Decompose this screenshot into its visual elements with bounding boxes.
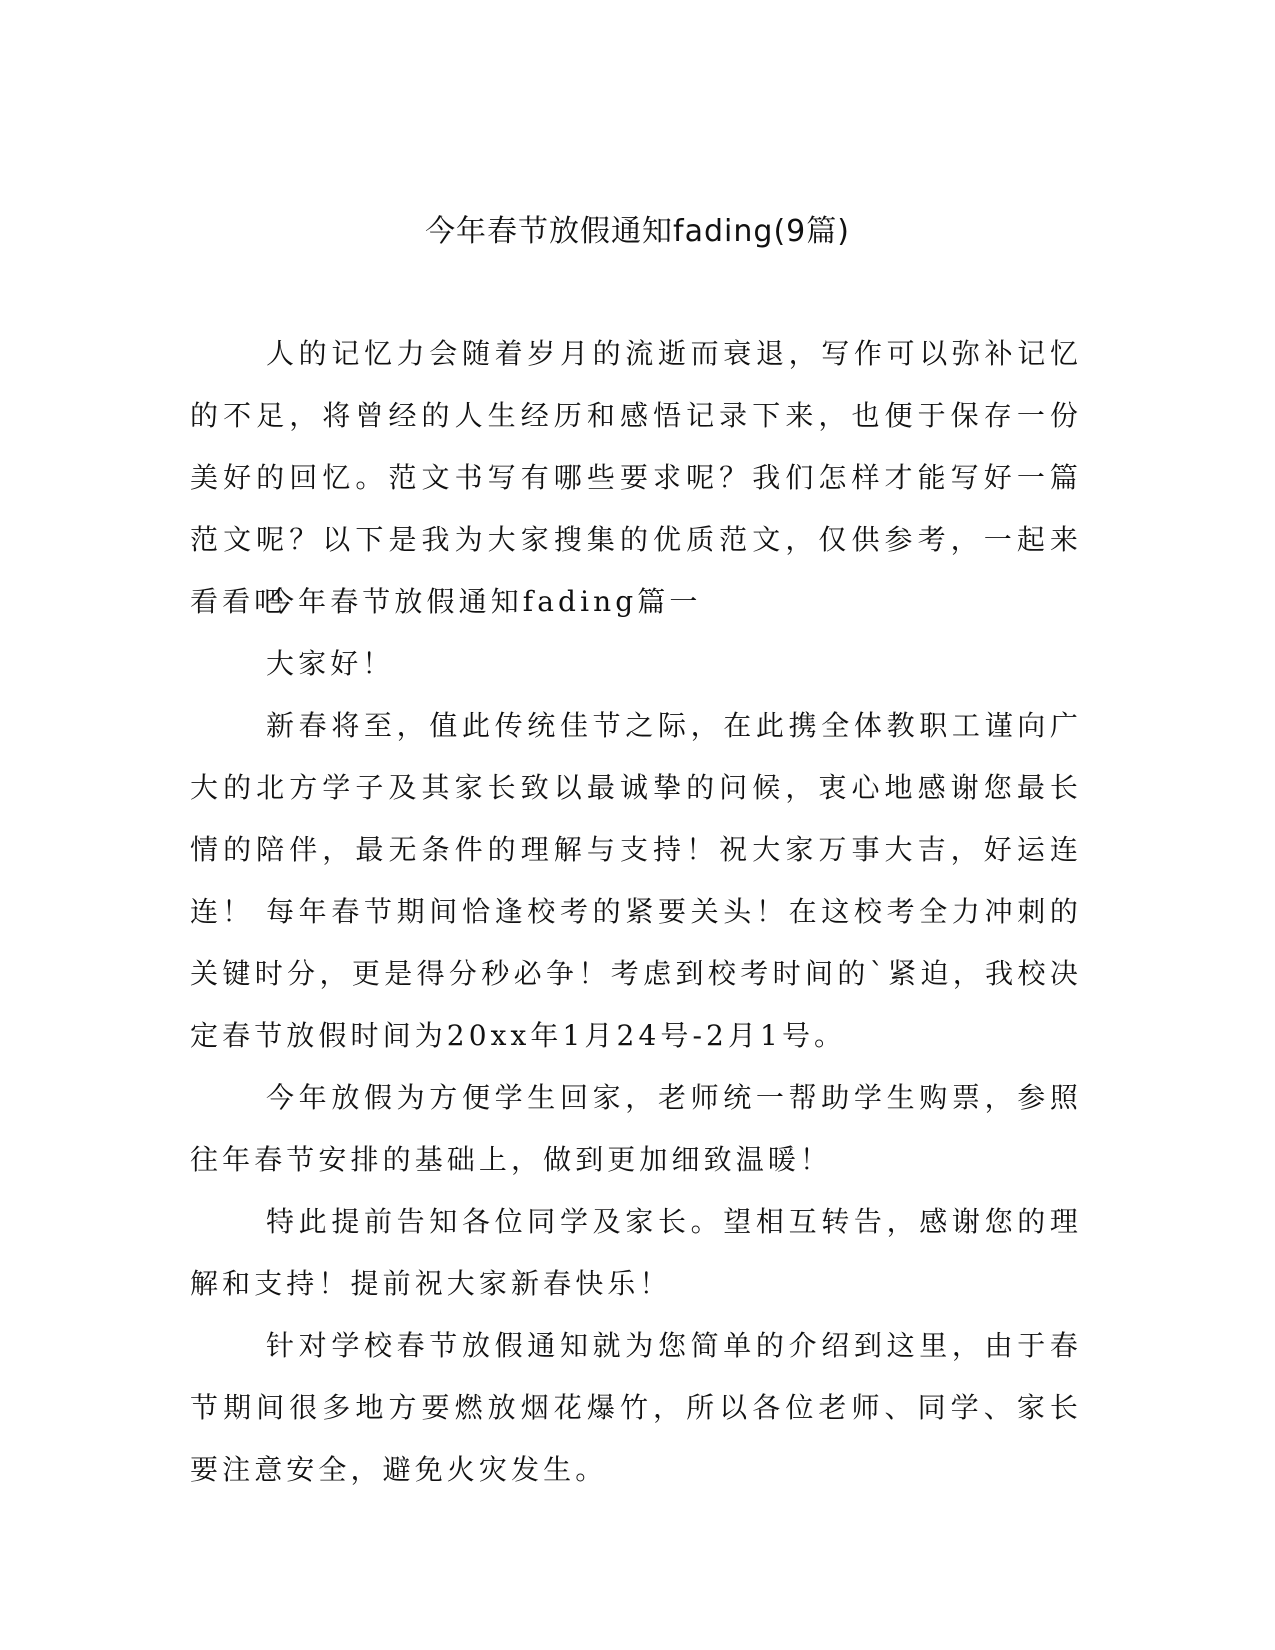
advance-notice-paragraph: 特此提前告知各位同学及家长。望相互转告，感谢您的理解和支持！提前祝大家新春快乐！ — [190, 1205, 1082, 1300]
intro-paragraph: 人的记忆力会随着岁月的流逝而衰退，写作可以弥补记忆的不足，将曾经的人生经历和感悟记录下来，也便于保存一份美好的回忆。范文书写有哪些要求呢？我们怎样才能写好一篇范文呢？以下是我为大家搜集的优质范文，仅供参考，一起来看看吧 — [190, 337, 1082, 618]
greeting-paragraph: 大家好！ — [266, 647, 395, 680]
ticket-arrangement-paragraph: 今年放假为方便学生回家，老师统一帮助学生购票，参照往年春节安排的基础上，做到更加细致温暖！ — [190, 1081, 1082, 1176]
new-year-greeting-paragraph: 新春将至，值此传统佳节之际，在此携全体教职工谨向广大的北方学子及其家长致以最诚挚的问候，衷心地感谢您最长情的陪伴，最无条件的理解与支持！祝大家万事大吉，好运连连！ — [190, 709, 1082, 928]
safety-reminder-paragraph: 针对学校春节放假通知就为您简单的介绍到这里，由于春节期间很多地方要燃放烟花爆竹，所以各位老师、同学、家长要注意安全，避免火灾发生。 — [190, 1329, 1082, 1486]
document-title: 今年春节放假通知fading(9篇) — [425, 214, 850, 249]
section-heading: 今年春节放假通知fading篇一 — [266, 585, 702, 618]
holiday-schedule-paragraph: 每年春节期间恰逢校考的紧要关头！在这校考全力冲刺的关键时分，更是得分秒必争！考虑到校考时间的`紧迫，我校决定春节放假时间为20xx年1月24号-2月1号。 — [190, 895, 1082, 1052]
